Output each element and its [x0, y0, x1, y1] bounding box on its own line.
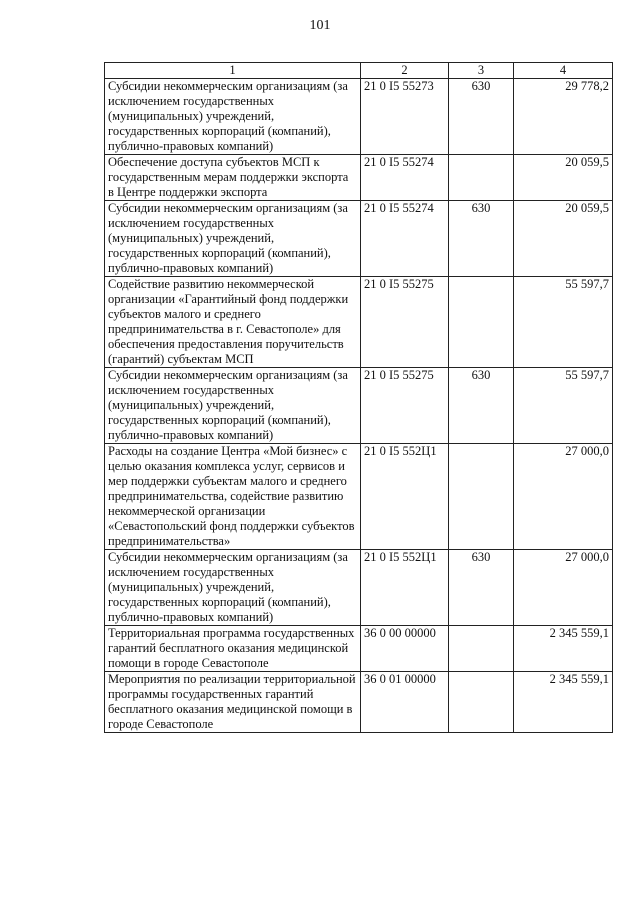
- table-row: [105, 550, 613, 626]
- row-name: Обеспечение доступа субъектов МСП к государственным мерам поддержки экспорта в Центре поддержки экспорта: [105, 155, 361, 201]
- column-header-1: 1: [105, 63, 361, 79]
- row-code: 21 0 I5 55275: [361, 277, 449, 368]
- budget-table: [104, 62, 613, 733]
- table-header-row: [105, 63, 613, 79]
- row-type: [449, 626, 514, 672]
- column-header-3: 3: [449, 63, 514, 79]
- row-amount: 20 059,5: [514, 155, 613, 201]
- page-number: 101: [309, 18, 331, 33]
- row-amount: 2 345 559,1: [514, 626, 613, 672]
- row-amount: 20 059,5: [514, 201, 613, 277]
- row-amount: 29 778,2: [514, 79, 613, 155]
- row-type: 630: [449, 550, 514, 626]
- row-code: 36 0 01 00000: [361, 672, 449, 733]
- table-row: [105, 672, 613, 733]
- row-type: [449, 155, 514, 201]
- row-amount: 55 597,7: [514, 277, 613, 368]
- row-type: 630: [449, 201, 514, 277]
- row-name: Территориальная программа государственных гарантий бесплатного оказания медицинской помощи в городе Севастополе: [105, 626, 361, 672]
- row-code: 21 0 I5 552Ц1: [361, 550, 449, 626]
- row-amount: 55 597,7: [514, 368, 613, 444]
- row-code: 21 0 I5 55273: [361, 79, 449, 155]
- row-amount: 2 345 559,1: [514, 672, 613, 733]
- row-code: 36 0 00 00000: [361, 626, 449, 672]
- row-type: 630: [449, 368, 514, 444]
- row-amount: 27 000,0: [514, 550, 613, 626]
- table-row: [105, 155, 613, 201]
- row-code: 21 0 I5 55275: [361, 368, 449, 444]
- row-type: 630: [449, 79, 514, 155]
- row-name: Субсидии некоммерческим организациям (за исключением государственных (муниципальных) учреждений, государственных корпораций (компаний), публично-правовых компаний): [105, 79, 361, 155]
- table-row: [105, 368, 613, 444]
- row-amount: 27 000,0: [514, 444, 613, 550]
- table-row: [105, 277, 613, 368]
- row-type: [449, 277, 514, 368]
- column-header-4: 4: [514, 63, 613, 79]
- row-type: [449, 672, 514, 733]
- row-name: Расходы на создание Центра «Мой бизнес» с целью оказания комплекса услуг, сервисов и мер поддержки субъектам малого и среднего предпринимательства, содействие развитию некоммерческой организации «Севастопольский фонд поддержки субъектов предпринимательства»: [105, 444, 361, 550]
- row-type: [449, 444, 514, 550]
- row-code: 21 0 I5 55274: [361, 201, 449, 277]
- table-row: [105, 201, 613, 277]
- column-header-2: 2: [361, 63, 449, 79]
- table-row: [105, 79, 613, 155]
- row-name: Содействие развитию некоммерческой организации «Гарантийный фонд поддержки субъектов малого и среднего предпринимательства в г. Севастополе» для обеспечения предоставления поручительств (гарантий) субъектам МСП: [105, 277, 361, 368]
- table-row: [105, 444, 613, 550]
- row-code: 21 0 I5 552Ц1: [361, 444, 449, 550]
- row-name: Субсидии некоммерческим организациям (за исключением государственных (муниципальных) учреждений, государственных корпораций (компаний), публично-правовых компаний): [105, 368, 361, 444]
- table-row: [105, 626, 613, 672]
- row-name: Субсидии некоммерческим организациям (за исключением государственных (муниципальных) учреждений, государственных корпораций (компаний), публично-правовых компаний): [105, 550, 361, 626]
- row-name: Субсидии некоммерческим организациям (за исключением государственных (муниципальных) учреждений, государственных корпораций (компаний), публично-правовых компаний): [105, 201, 361, 277]
- row-name: Мероприятия по реализации территориальной программы государственных гарантий бесплатного оказания медицинской помощи в городе Севастополе: [105, 672, 361, 733]
- row-code: 21 0 I5 55274: [361, 155, 449, 201]
